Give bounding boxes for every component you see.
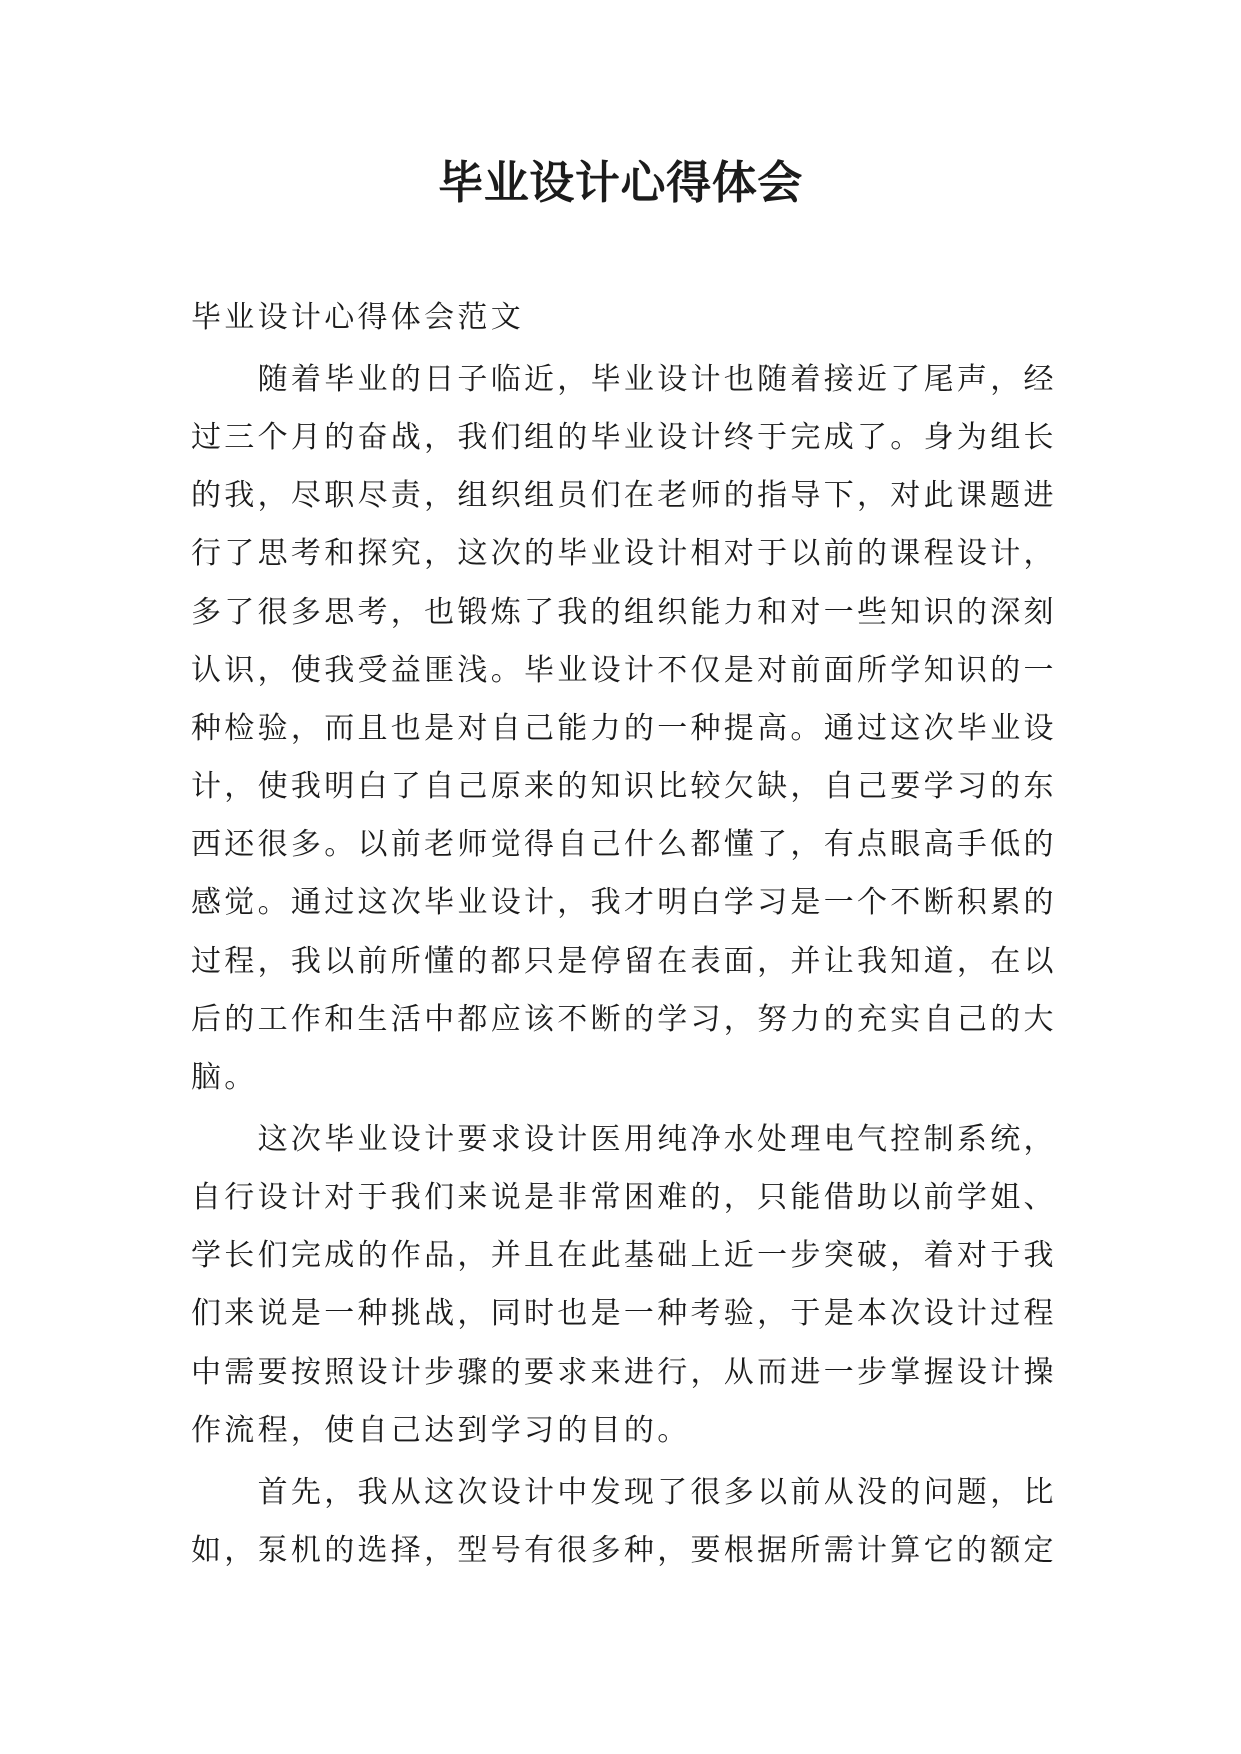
paragraph-line: 首先，我从这次设计中发现了很多以前从没的问题，比 (257, 1474, 1057, 1510)
paragraph-line: 行了思考和探究，这次的毕业设计相对于以前的课程设计， (191, 536, 1057, 572)
body-paragraph (191, 351, 1059, 1107)
paragraph-line: 西还很多。以前老师觉得自己什么都懂了，有点眼高手低的 (191, 827, 1057, 863)
document-title: 毕业设计心得体会 (438, 156, 803, 209)
paragraph-line: 过程，我以前所懂的都只是停留在表面，并让我知道，在以 (191, 943, 1057, 979)
paragraph-line: 中需要按照设计步骤的要求来进行，从而进一步掌握设计操 (191, 1354, 1057, 1390)
paragraph-line: 们来说是一种挑战，同时也是一种考验，于是本次设计过程 (191, 1296, 1057, 1332)
paragraph-line: 多了很多思考，也锻炼了我的组织能力和对一些知识的深刻 (191, 594, 1057, 630)
body-paragraph (191, 1464, 1059, 1580)
paragraph-line: 自行设计对于我们来说是非常困难的，只能借助以前学姐、 (191, 1180, 1057, 1215)
paragraph-line: 感觉。通过这次毕业设计，我才明白学习是一个不断积累的 (191, 885, 1057, 921)
paragraph-line: 种检验，而且也是对自己能力的一种提高。通过这次毕业设 (191, 710, 1057, 746)
paragraph-line: 随着毕业的日子临近，毕业设计也随着接近了尾声，经 (257, 361, 1057, 397)
paragraph-line: 如，泵机的选择，型号有很多种，要根据所需计算它的额定 (191, 1532, 1057, 1568)
paragraph-line: 认识，使我受益匪浅。毕业设计不仅是对前面所学知识的一 (191, 652, 1057, 688)
paragraph-line: 学长们完成的作品，并且在此基础上近一步突破，着对于我 (191, 1238, 1057, 1274)
paragraph-line: 这次毕业设计要求设计医用纯净水处理电气控制系统， (257, 1121, 1057, 1157)
paragraph-line: 过三个月的奋战，我们组的毕业设计终于完成了。身为组长 (191, 419, 1057, 455)
body-paragraph (191, 1111, 1059, 1460)
paragraph-line: 的我，尽职尽责，组织组员们在老师的指导下，对此课题进 (191, 478, 1057, 514)
document-body (191, 289, 1059, 1580)
paragraph-line: 计，使我明白了自己原来的知识比较欠缺，自己要学习的东 (191, 769, 1057, 805)
document-subtitle: 毕业设计心得体会范文 (191, 300, 524, 335)
paragraph-line: 作流程，使自己达到学习的目的。 (191, 1412, 691, 1448)
paragraph-line: 后的工作和生活中都应该不断的学习，努力的充实自己的大 (191, 1001, 1057, 1037)
paragraph-line: 脑。 (191, 1060, 258, 1096)
